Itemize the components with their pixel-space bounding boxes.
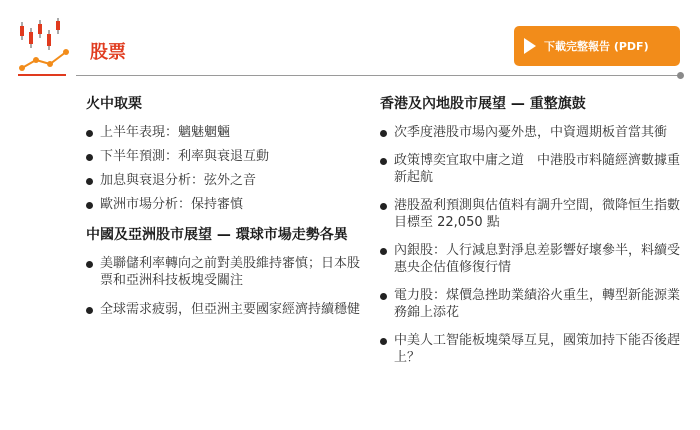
section-title-fire: 火中取栗 xyxy=(86,96,142,112)
download-pdf-button[interactable] xyxy=(514,26,680,66)
right-list xyxy=(380,124,680,366)
play-icon xyxy=(524,38,536,54)
header-divider xyxy=(76,75,680,76)
divider-end-dot xyxy=(677,72,684,79)
list-item: 中美人工智能板塊榮辱互見，國策加持下能否後趕上？ xyxy=(380,332,680,366)
list-item: 下半年預測：利率與衰退互動 xyxy=(86,148,362,165)
page-header xyxy=(0,0,700,90)
list-item: 美聯儲利率轉向之前對美股維持審慎；日本股票和亞洲科技板塊受關注 xyxy=(86,255,362,289)
section1-list xyxy=(86,124,362,213)
left-column xyxy=(86,94,362,330)
list-item: 加息與衰退分析：弦外之音 xyxy=(86,172,362,189)
page-title: 股票 xyxy=(90,42,126,63)
list-item: 政策博奕宜取中庸之道 中港股市料隨經濟數據重新起航 xyxy=(380,152,680,186)
section-title-hk-mainland: 香港及內地股市展望 — 重整旗鼓 xyxy=(380,96,586,112)
list-item: 歐洲市場分析：保持審慎 xyxy=(86,196,362,213)
list-item: 電力股：煤價急挫助業績浴火重生，轉型新能源業務錦上添花 xyxy=(380,287,680,321)
section2-list xyxy=(86,255,362,318)
right-column xyxy=(380,94,680,377)
list-item: 內銀股：人行減息對淨息差影響好壞參半，料續受惠央企估值修復行情 xyxy=(380,242,680,276)
section-title-china-asia: 中國及亞洲股市展望 — 環球市場走勢各異 xyxy=(86,227,348,243)
list-item: 全球需求疲弱，但亞洲主要國家經濟持續穩健 xyxy=(86,301,362,318)
list-item: 港股盈利預測與估值料有調升空間，微降恒生指數目標至 22,050 點 xyxy=(380,197,680,231)
header-accent-rule xyxy=(18,74,66,76)
list-item: 次季度港股市場內憂外患，中資週期板首當其衝 xyxy=(380,124,680,141)
download-pdf-label: 下載完整報告 (PDF) xyxy=(544,40,649,53)
list-item: 上半年表現：魑魅魍魎 xyxy=(86,124,362,141)
candlestick-chart-icon xyxy=(18,18,72,74)
